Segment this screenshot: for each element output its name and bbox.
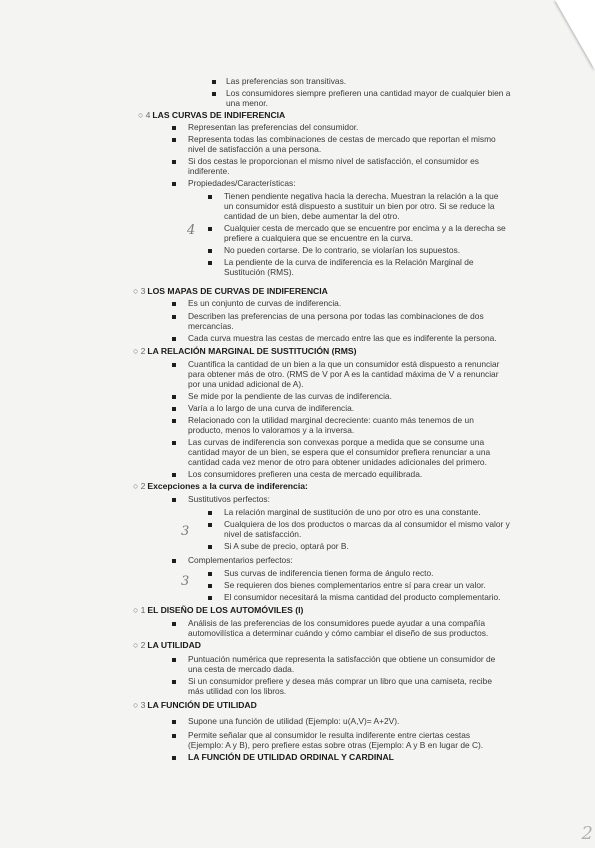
section-title: LA RELACIÓN MARGINAL DE SUSTITUCIÓN (RMS) xyxy=(147,346,357,356)
bullet-icon xyxy=(212,80,216,84)
text-line: Los consumidores siempre prefieren una cantidad mayor de cualquier bien a xyxy=(226,88,511,98)
section-title: LOS MAPAS DE CURVAS DE INDIFERENCIA xyxy=(147,286,328,296)
text-line: mercancías. xyxy=(188,321,234,331)
handwritten-mark: ○ 3 xyxy=(133,286,146,296)
text-line: Puntuación numérica que representa la satisfacción que obtiene un consumidor de xyxy=(188,654,496,664)
text-line: producto, menos lo valoramos y a la inversa. xyxy=(188,425,355,435)
text-line: Es un conjunto de curvas de indiferencia. xyxy=(188,298,342,308)
handwritten-mark: 3 xyxy=(181,574,190,589)
text-line: Análisis de las preferencias de los consumidores puede ayudar a una compañía xyxy=(188,618,486,628)
section-heading xyxy=(133,640,201,650)
handwritten-mark: 3 xyxy=(181,524,190,539)
bullet-icon xyxy=(208,545,212,549)
section-heading xyxy=(133,346,356,356)
section-heading xyxy=(133,481,308,491)
bullet-icon xyxy=(172,720,176,724)
handwritten-mark: 4 xyxy=(187,223,196,238)
bullet-icon xyxy=(172,622,176,626)
text-line: Cualquiera de los dos productos o marcas da al consumidor el mismo valor y xyxy=(224,519,510,529)
text-line: La relación marginal de sustitución de uno por otro es una constante. xyxy=(224,507,481,517)
text-line: Si dos cestas le proporcionan el mismo nivel de satisfacción, el consumidor es xyxy=(188,156,479,166)
section-heading xyxy=(133,286,328,296)
text-line: indiferente. xyxy=(188,166,230,176)
text-line: Las curvas de indiferencia son convexas porque a medida que se consume una xyxy=(188,437,485,447)
bullet-icon xyxy=(208,596,212,600)
text-line: No pueden cortarse. De lo contrario, se violarían los supuestos. xyxy=(224,245,461,255)
bullet-icon xyxy=(172,302,176,306)
text-line: Relacionado con la utilidad marginal decreciente: cuanto más tenemos de un xyxy=(188,415,474,425)
handwritten-mark: ○ 2 xyxy=(133,640,146,650)
text-line: prefiere a cualquiera que se encuentre en la curva. xyxy=(224,233,414,243)
bullet-icon xyxy=(172,441,176,445)
bullet-icon xyxy=(172,126,176,130)
text-line: Tienen pendiente negativa hacia la derecha. Muestran la relación a la que xyxy=(224,191,499,201)
text-line: Permite señalar que al consumidor le resulta indiferente entre ciertas cestas xyxy=(188,730,471,740)
section-heading xyxy=(133,605,303,615)
section-title: LA FUNCIÓN DE UTILIDAD xyxy=(147,700,257,710)
text-line: nivel de satisfacción. xyxy=(224,529,302,539)
text-line: El consumidor necesitará la misma cantidad del producto complementario. xyxy=(224,592,501,602)
text-line: La pendiente de la curva de indiferencia es la Relación Marginal de xyxy=(224,257,474,267)
bullet-icon xyxy=(208,584,212,588)
text-line: Cada curva muestra las cestas de mercado entre las que es indiferente la persona. xyxy=(188,333,497,343)
section-title: LA UTILIDAD xyxy=(147,640,201,650)
text-line: Cualquier cesta de mercado que se encuentre por encima y a la derecha se xyxy=(224,223,506,233)
text-line: nivel de satisfacción a una persona. xyxy=(188,144,322,154)
section-title: Excepciones a la curva de indiferencia: xyxy=(147,481,308,491)
section-title: LAS CURVAS DE INDIFERENCIA xyxy=(152,110,286,120)
text-line: cantidad cada vez menor de otro para obtener unidades adicionales del primero. xyxy=(188,457,487,467)
bullet-icon xyxy=(172,315,176,319)
bullet-icon xyxy=(172,182,176,186)
section-heading xyxy=(133,700,257,710)
text-line: Representa todas las combinaciones de cestas de mercado que reportan el mismo xyxy=(188,134,496,144)
bullet-icon xyxy=(172,419,176,423)
text-line: Si A sube de precio, optará por B. xyxy=(224,541,349,551)
bullet-icon xyxy=(208,261,212,265)
text-line: Cuantifica la cantidad de un bien a la que un consumidor está dispuesto a renunciar xyxy=(188,359,500,369)
handwritten-page-mark: 2 xyxy=(581,823,593,844)
handwritten-mark: ○ 2 xyxy=(133,346,146,356)
text-line: Las preferencias son transitivas. xyxy=(226,76,347,86)
section-title: EL DISEÑO DE LOS AUTOMÓVILES (I) xyxy=(147,605,304,615)
bullet-icon xyxy=(208,572,212,576)
section-heading xyxy=(138,110,285,120)
text-line: cantidad de un bien, debe aumentar la del otro. xyxy=(224,211,400,221)
bullet-icon xyxy=(208,523,212,527)
bullet-icon xyxy=(208,511,212,515)
text-line: Supone una función de utilidad (Ejemplo: u(A,V)= A+2V). xyxy=(188,716,400,726)
page-fold-corner xyxy=(555,0,595,70)
text-line: más utilidad con los libros. xyxy=(188,686,287,696)
bullet-icon xyxy=(208,227,212,231)
text-line: automovilística a determinar cuándo y cómo cambiar el diseño de sus productos. xyxy=(188,628,489,638)
text-line: (Ejemplo: A y B), pero prefiere estas sobre otras (Ejemplo: A y B en lugar de C). xyxy=(188,740,484,750)
text-line: Si un consumidor prefiere y desea más comprar un libro que una camiseta, recibe xyxy=(188,676,492,686)
text-line: Propiedades/Características: xyxy=(188,178,296,188)
text-line: Sustitutivos perfectos: xyxy=(188,494,270,504)
bullet-icon xyxy=(208,195,212,199)
bullet-icon xyxy=(172,734,176,738)
bullet-icon xyxy=(212,92,216,96)
bullet-icon xyxy=(172,658,176,662)
bullet-icon xyxy=(172,395,176,399)
text-line: Describen las preferencias de una persona por todas las combinaciones de dos xyxy=(188,311,484,321)
text-line: para obtener más de otro. (RMS de V por A es la cantidad máxima de V a renunciar xyxy=(188,369,499,379)
text-line: un consumidor está dispuesto a sustituir un bien por otro. Si se reduce la xyxy=(224,201,495,211)
bullet-icon xyxy=(172,498,176,502)
bullet-icon xyxy=(172,559,176,563)
text-line: Los consumidores prefieren una cesta de mercado equilibrada. xyxy=(188,469,423,479)
handwritten-mark: ○ 2 xyxy=(133,481,146,491)
bullet-icon xyxy=(172,680,176,684)
text-line: cantidad mayor de un bien, se espera que el consumidor prefiera renunciar a una xyxy=(188,447,491,457)
bullet-icon xyxy=(172,160,176,164)
bullet-icon xyxy=(172,473,176,477)
text-line: una cesta de mercado dada. xyxy=(188,664,295,674)
text-line: Sus curvas de indiferencia tienen forma de ángulo recto. xyxy=(224,568,434,578)
bullet-icon xyxy=(172,138,176,142)
text-line: Representan las preferencias del consumidor. xyxy=(188,122,359,132)
text-line: por una unidad adicional de A). xyxy=(188,379,304,389)
text-line: Se mide por la pendiente de las curvas de indiferencia. xyxy=(188,391,392,401)
text-line: Sustitución (RMS). xyxy=(224,267,294,277)
text-line: Se requieren dos bienes complementarios entre sí para crear un valor. xyxy=(224,580,486,590)
bullet-icon xyxy=(172,756,176,760)
text-line: Varía a lo largo de una curva de indiferencia. xyxy=(188,403,355,413)
text-line: una menor. xyxy=(226,98,268,108)
subheading: LA FUNCIÓN DE UTILIDAD ORDINAL Y CARDINAL xyxy=(188,752,394,762)
handwritten-mark: ○ 3 xyxy=(133,700,146,710)
text-line: Complementarios perfectos: xyxy=(188,555,293,565)
bullet-icon xyxy=(208,249,212,253)
handwritten-mark: ○ 4 xyxy=(138,110,151,120)
bullet-icon xyxy=(172,407,176,411)
bullet-icon xyxy=(172,337,176,341)
bullet-icon xyxy=(172,363,176,367)
handwritten-mark: ○ 1 xyxy=(133,605,146,615)
